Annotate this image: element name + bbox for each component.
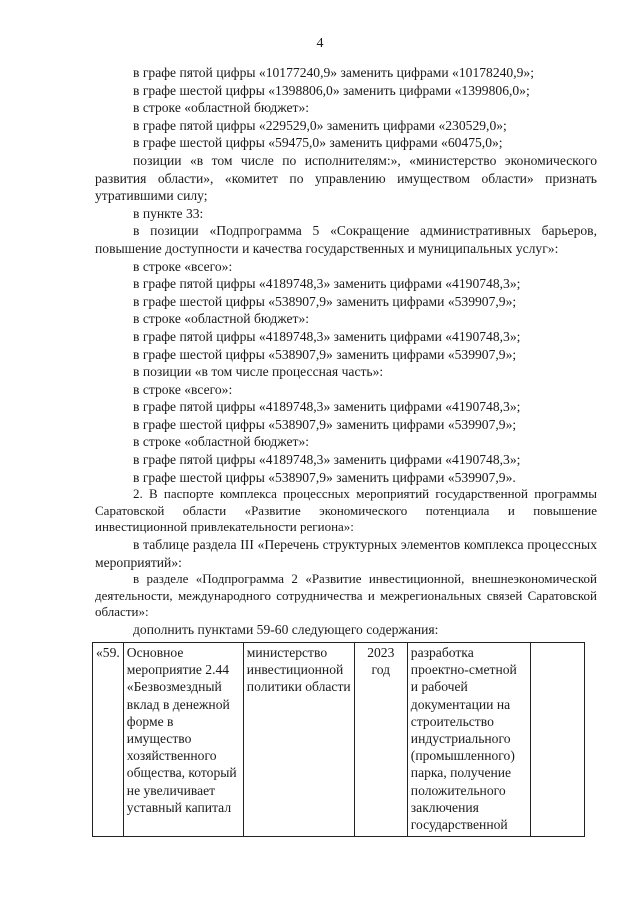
paragraph: в графе пятой цифры «4189748,3» заменить цифрами «4190748,3»; xyxy=(133,276,521,292)
paragraph: в графе шестой цифры «538907,9» заменить цифрами «539907,9»; xyxy=(133,293,517,309)
inserted-items-table xyxy=(92,642,585,837)
paragraph: в графе шестой цифры «1398806,0» заменить цифрами «1399806,0»; xyxy=(133,82,530,98)
paragraph: дополнить пунктами 59-60 следующего содержания: xyxy=(133,622,439,637)
paragraph: в графе пятой цифры «10177240,9» заменить цифрами «10178240,9»; xyxy=(133,65,535,80)
paragraph: в строке «областной бюджет»: xyxy=(133,434,310,450)
item-name-cell: Основное мероприятие 2.44 «Безвозмездный вклад в денежной форме в имущество хозяйственного общества, который не увеличивает уставный капитал xyxy=(123,643,243,837)
paragraph: в строке «областной бюджет»: xyxy=(133,311,310,327)
item-number-cell: «59. xyxy=(93,643,124,837)
paragraph: в таблице раздела III «Перечень структурных элементов комплекса процессных мероприятий»: xyxy=(95,537,597,570)
paragraph: в позиции «Подпрограмма 5 «Сокращение административных барьеров, повышение доступности и качества государственных и муниципальных услуг»: xyxy=(95,223,597,256)
table-row xyxy=(93,643,585,837)
paragraph: в пункте 33: xyxy=(133,205,204,221)
paragraph: в графе шестой цифры «59475,0» заменить цифрами «60475,0»; xyxy=(133,135,503,151)
paragraph: в графе пятой цифры «229529,0» заменить цифрами «230529,0»; xyxy=(133,117,507,133)
paragraph: позиции «в том числе по исполнителям:», «министерство экономического развития области», «комитет по управлению имуществом области» признать утратившими силу; xyxy=(95,152,597,204)
item-year-cell: 2023 год xyxy=(354,643,407,837)
paragraph: в графе шестой цифры «538907,9» заменить цифрами «539907,9». xyxy=(133,469,516,485)
paragraph: в строке «областной бюджет»: xyxy=(133,100,310,116)
paragraph: в позиции «в том числе процессная часть»: xyxy=(133,364,384,380)
paragraph: в графе пятой цифры «4189748,3» заменить цифрами «4190748,3»; xyxy=(133,452,521,468)
paragraph: 2. В паспорте комплекса процессных мероприятий государственной программы Саратовской области «Развитие экономического потенциала и повышение инвестиционной привлекательности региона»: xyxy=(95,486,597,535)
inserted-items-table-wrapper xyxy=(92,642,585,837)
page-number: 4 xyxy=(316,36,324,51)
document-body xyxy=(95,64,597,639)
item-result-cell: разработка проектно-сметной и рабочей документации на строительство индустриального (промышленного) парка, получение положительного заключения государственной xyxy=(407,643,530,837)
item-executor-cell: министерство инвестиционной политики области xyxy=(243,643,354,837)
paragraph: в графе шестой цифры «538907,9» заменить цифрами «539907,9»; xyxy=(133,416,517,432)
paragraph: в разделе «Подпрограмма 2 «Развитие инвестиционной, внешнеэкономической деятельности, международного сотрудничества и межрегиональных связей Саратовской области»: xyxy=(95,571,597,620)
paragraph: в строке «всего»: xyxy=(133,258,233,274)
paragraph: в графе шестой цифры «538907,9» заменить цифрами «539907,9»; xyxy=(133,346,517,362)
paragraph: в графе пятой цифры «4189748,3» заменить цифрами «4190748,3»; xyxy=(133,399,521,415)
paragraph: в строке «всего»: xyxy=(133,381,233,397)
paragraph: в графе пятой цифры «4189748,3» заменить цифрами «4190748,3»; xyxy=(133,328,521,344)
item-empty-cell xyxy=(530,643,584,837)
